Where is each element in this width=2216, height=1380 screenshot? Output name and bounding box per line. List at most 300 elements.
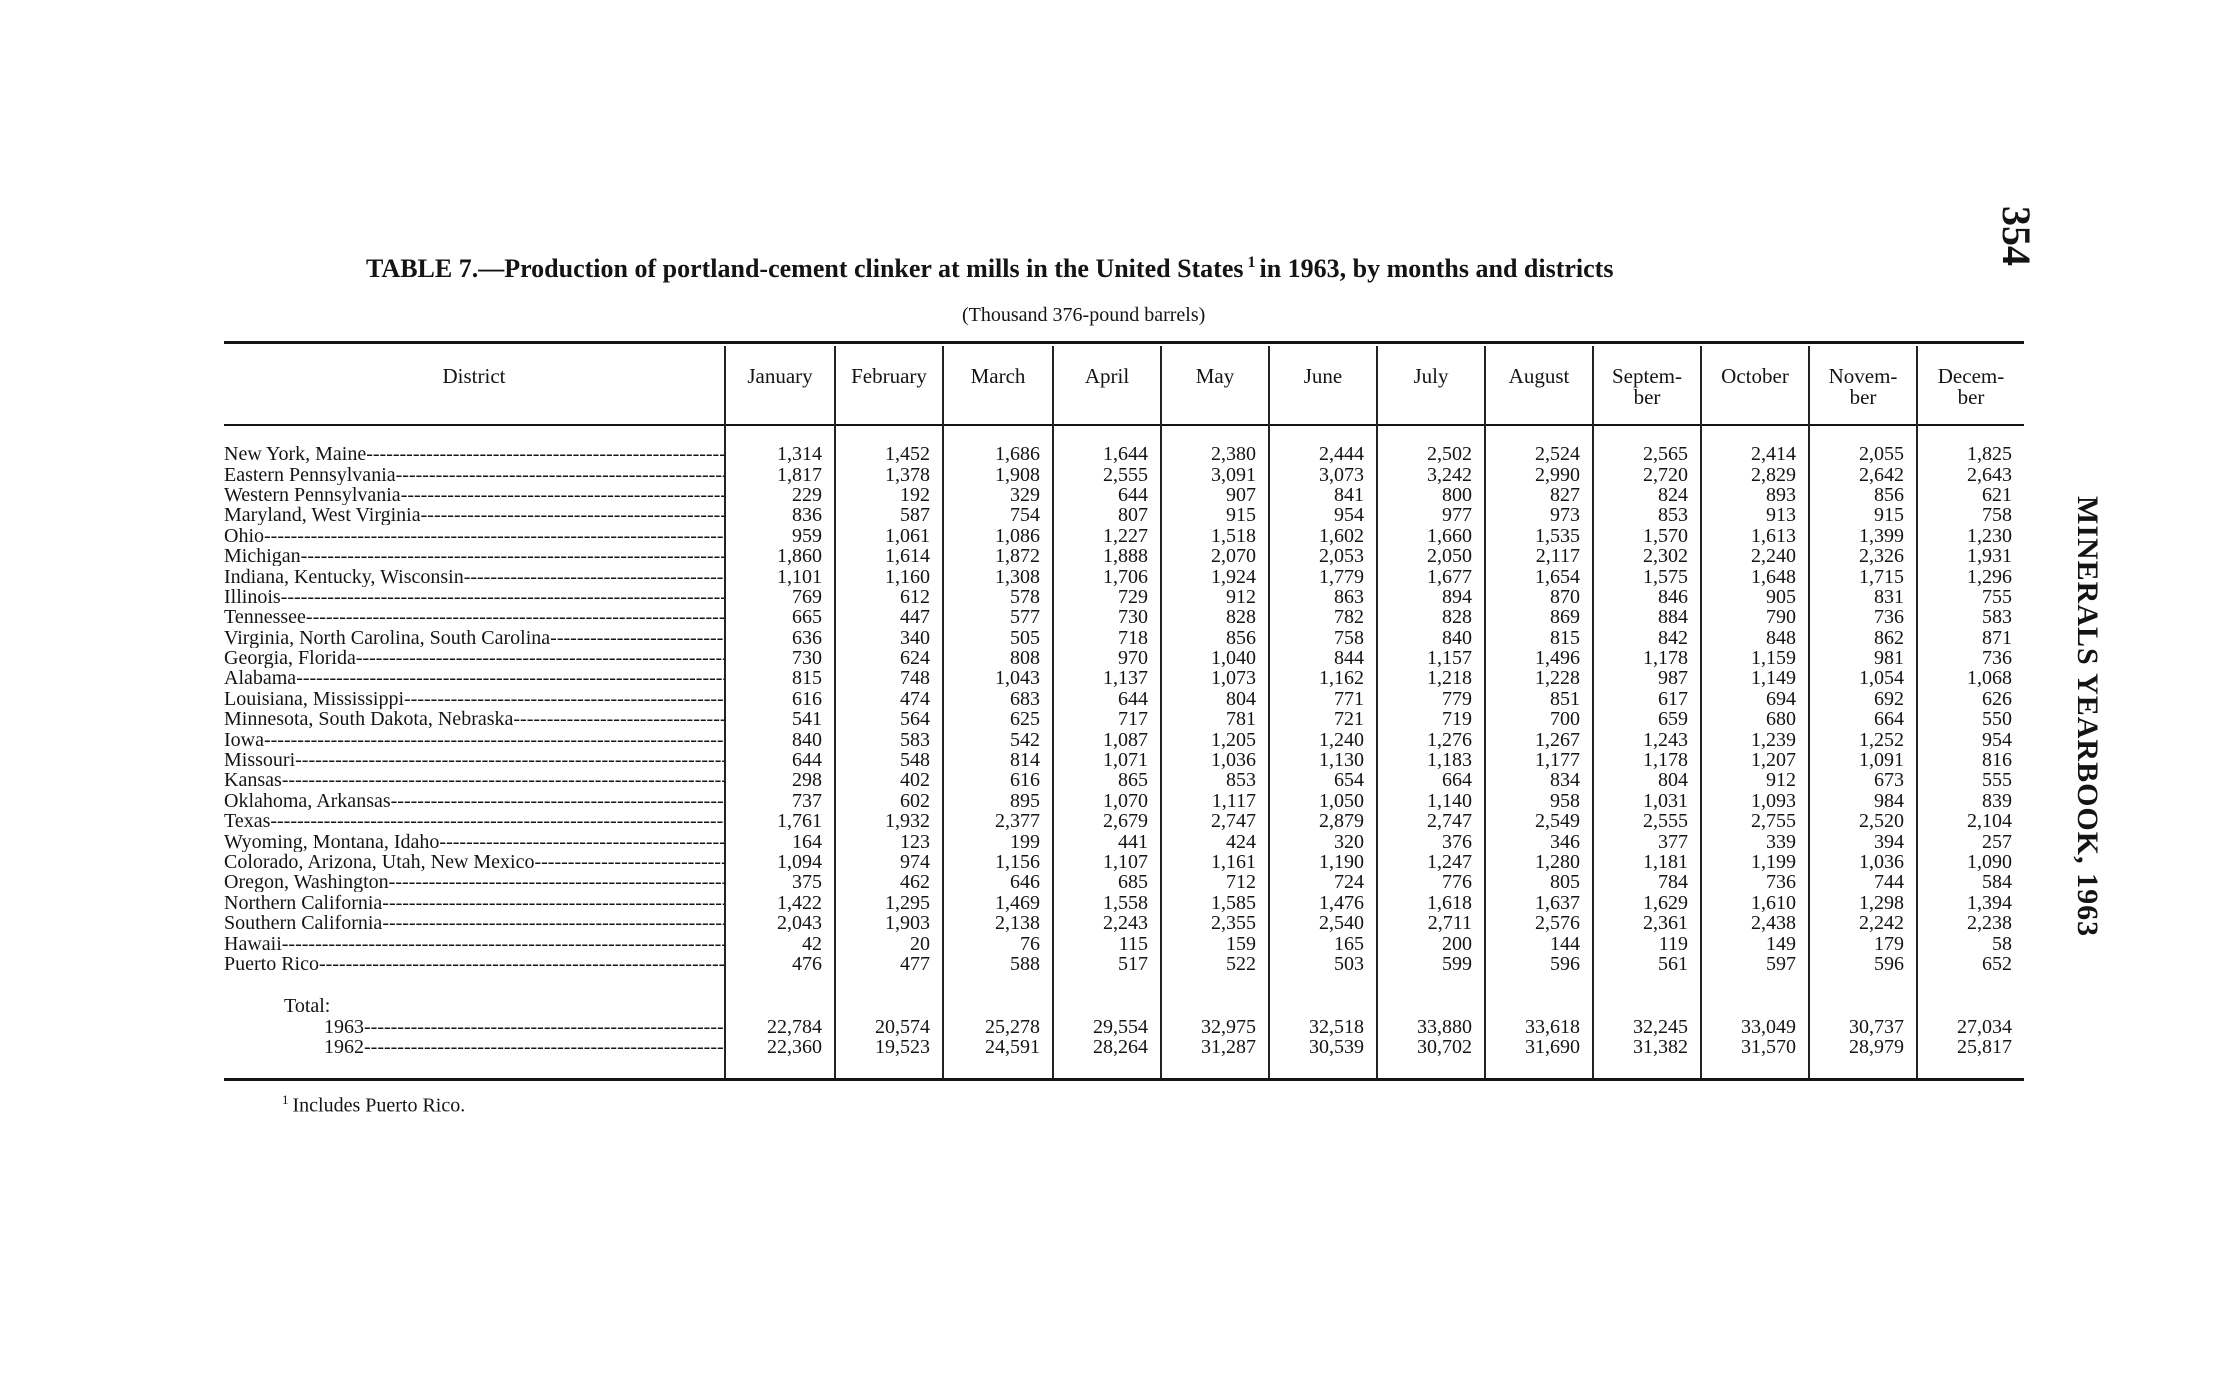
table-cell: 42 <box>802 932 822 955</box>
table-cell: 1,888 <box>1103 545 1148 568</box>
table-cell: 755 <box>1982 585 2012 608</box>
table-title-main: TABLE 7.—Production of portland-cement clinker at mills in the United States <box>366 254 1244 283</box>
table-title <box>366 254 1886 284</box>
table-cell: 893 <box>1766 483 1796 506</box>
table-cell: 981 <box>1874 647 1904 670</box>
table-cell: 827 <box>1550 483 1580 506</box>
table-cell: 724 <box>1334 871 1364 894</box>
table-cell: 1,610 <box>1751 891 1796 914</box>
running-title: MINERALS YEARBOOK, 1963 <box>2071 496 2104 938</box>
table-cell: 2,104 <box>1967 810 2012 833</box>
table-cell: 853 <box>1658 504 1688 527</box>
row-label: Wyoming, Montana, Idaho <box>224 831 440 852</box>
table-cell: 3,091 <box>1211 463 1256 486</box>
table-row <box>224 444 2024 464</box>
table-cell: 1,178 <box>1643 749 1688 772</box>
table-cell: 2,755 <box>1751 810 1796 833</box>
table-cell: 1,476 <box>1319 891 1364 914</box>
table-cell: 831 <box>1874 585 1904 608</box>
table-cell: 375 <box>792 871 822 894</box>
table-cell: 2,242 <box>1859 912 1904 935</box>
table-cell: 2,642 <box>1859 463 1904 486</box>
table-cell: 31,382 <box>1633 1036 1688 1059</box>
header-october: October <box>1721 364 1789 388</box>
table-cell: 1,073 <box>1211 667 1256 690</box>
table-cell: 2,240 <box>1751 545 1796 568</box>
table-cell: 1,061 <box>885 524 930 547</box>
table-cell: 664 <box>1874 708 1904 731</box>
table-cell: 1,903 <box>885 912 930 935</box>
district-cell <box>224 791 724 811</box>
table-cell: 784 <box>1658 871 1688 894</box>
table-cell: 1,280 <box>1535 851 1580 873</box>
row-label: Iowa <box>224 729 264 750</box>
district-cell <box>224 852 724 872</box>
table-cell: 1,160 <box>885 565 930 588</box>
leader-dots <box>389 872 724 892</box>
district-cell <box>224 933 724 953</box>
table-cell: 1,654 <box>1535 565 1580 588</box>
table-cell: 1,156 <box>995 851 1040 873</box>
table-row <box>224 526 2024 546</box>
table-cell: 1,036 <box>1859 851 1904 873</box>
footnote-text: Includes Puerto Rico. <box>292 1094 466 1117</box>
table-cell: 505 <box>1010 626 1040 649</box>
table-cell: 625 <box>1010 708 1040 731</box>
table-cell: 737 <box>792 789 822 812</box>
table-cell: 298 <box>792 769 822 792</box>
table-cell: 2,879 <box>1319 810 1364 833</box>
table-cell: 144 <box>1550 932 1580 955</box>
table-cell: 840 <box>1442 626 1472 649</box>
header-july: July <box>1413 364 1449 388</box>
leader-dots <box>439 832 724 852</box>
table-cell: 588 <box>1010 952 1040 975</box>
table-cell: 2,302 <box>1643 545 1688 568</box>
table-cell: 76 <box>1020 932 1040 955</box>
leader-dots <box>464 567 724 587</box>
table-cell: 58 <box>1992 932 2012 955</box>
row-label: Puerto Rico <box>224 953 319 974</box>
table-cell: 2,990 <box>1535 463 1580 486</box>
row-label: Western Pennsylvania <box>224 484 401 505</box>
table-cell: 32,518 <box>1309 1015 1364 1038</box>
header-rule <box>224 424 2024 426</box>
table-cell: 644 <box>1118 687 1148 710</box>
table-cell: 1,031 <box>1643 789 1688 812</box>
header-june: June <box>1303 364 1343 388</box>
clinker-production-table <box>224 444 2024 1057</box>
table-cell: 1,602 <box>1319 524 1364 547</box>
table-cell: 31,690 <box>1525 1036 1580 1059</box>
table-cell: 2,117 <box>1535 545 1580 568</box>
table-cell: 1,872 <box>995 545 1040 568</box>
table-cell: 644 <box>792 749 822 772</box>
table-row <box>224 872 2024 892</box>
table-cell: 1,036 <box>1211 749 1256 772</box>
table-cell: 1,644 <box>1103 443 1148 466</box>
row-label: Southern California <box>224 913 383 934</box>
table-cell: 1,276 <box>1427 728 1472 751</box>
table-cell: 1,101 <box>777 565 822 588</box>
row-label: Ohio <box>224 525 264 546</box>
table-cell: 165 <box>1334 932 1364 955</box>
table-cell: 718 <box>1118 626 1148 649</box>
table-cell: 2,238 <box>1967 912 2012 935</box>
table-row <box>224 770 2024 790</box>
district-cell <box>224 811 724 831</box>
table-subtitle: (Thousand 376-pound barrels) <box>962 304 1206 326</box>
table-cell: 730 <box>792 647 822 670</box>
table-cell: 2,576 <box>1535 912 1580 935</box>
table-cell: 912 <box>1226 585 1256 608</box>
row-label: Oregon, Washington <box>224 872 389 893</box>
spacer-cell <box>224 974 2024 996</box>
table-cell: 977 <box>1442 504 1472 527</box>
table-cell: 33,049 <box>1741 1015 1796 1038</box>
table-cell: 1,247 <box>1427 851 1472 873</box>
district-cell <box>224 464 724 484</box>
table-cell: 229 <box>792 483 822 506</box>
table-cell: 561 <box>1658 952 1688 975</box>
table-cell: 25,278 <box>985 1015 1040 1038</box>
table-cell: 659 <box>1658 708 1688 731</box>
table-cell: 596 <box>1550 952 1580 975</box>
table-cell: 164 <box>792 830 822 853</box>
table-cell: 564 <box>900 708 930 731</box>
table-cell: 2,414 <box>1751 443 1796 466</box>
header-february: February <box>851 364 927 388</box>
row-label: Minnesota, South Dakota, Nebraska <box>224 709 514 730</box>
table-cell: 2,050 <box>1427 545 1472 568</box>
table-cell: 19,523 <box>875 1036 930 1059</box>
table-cell: 1,107 <box>1103 851 1148 873</box>
table-row <box>224 587 2024 607</box>
table-cell: 602 <box>900 789 930 812</box>
table-cell: 583 <box>1982 606 2012 629</box>
table-cell: 20,574 <box>875 1015 930 1038</box>
table-cell: 1,761 <box>777 810 822 833</box>
table-cell: 27,034 <box>1957 1015 2012 1038</box>
table-cell: 31,570 <box>1741 1036 1796 1059</box>
table-cell: 856 <box>1874 483 1904 506</box>
total-row <box>224 1017 2024 1037</box>
district-cell <box>224 913 724 933</box>
table-cell: 1,296 <box>1967 565 2012 588</box>
table-cell: 1,091 <box>1859 749 1904 772</box>
header-may: May <box>1195 364 1235 388</box>
table-cell: 959 <box>792 524 822 547</box>
table-cell: 700 <box>1550 708 1580 731</box>
header-august: August <box>1508 364 1570 388</box>
table-cell: 550 <box>1982 708 2012 731</box>
table-cell: 846 <box>1658 585 1688 608</box>
table-cell: 1,570 <box>1643 524 1688 547</box>
header-september: Septem- ber <box>1612 364 1682 409</box>
table-row <box>224 750 2024 770</box>
table-cell: 192 <box>900 483 930 506</box>
table-cell: 729 <box>1118 585 1148 608</box>
row-label: Colorado, Arizona, Utah, New Mexico <box>224 852 535 872</box>
table-cell: 744 <box>1874 871 1904 894</box>
table-cell: 692 <box>1874 687 1904 710</box>
table-cell: 1,614 <box>885 545 930 568</box>
table-row <box>224 709 2024 729</box>
table-cell: 1,140 <box>1427 789 1472 812</box>
table-cell: 844 <box>1334 647 1364 670</box>
district-cell <box>224 546 724 566</box>
table-cell: 1,558 <box>1103 891 1148 914</box>
table-cell: 33,880 <box>1417 1015 1472 1038</box>
table-cell: 1,613 <box>1751 524 1796 547</box>
table-cell: 673 <box>1874 769 1904 792</box>
total-year-cell <box>224 1017 724 1037</box>
table-cell: 1,068 <box>1967 667 2012 690</box>
table-row <box>224 852 2024 872</box>
table-cell: 1,314 <box>777 443 822 466</box>
district-cell <box>224 607 724 627</box>
table-cell: 22,784 <box>767 1015 822 1038</box>
leader-dots <box>404 689 724 709</box>
row-label: Georgia, Florida <box>224 648 356 669</box>
table-cell: 612 <box>900 585 930 608</box>
table-cell: 2,711 <box>1427 912 1472 935</box>
leader-dots <box>382 893 724 913</box>
table-cell: 912 <box>1766 769 1796 792</box>
table-cell: 958 <box>1550 789 1580 812</box>
table-cell: 2,361 <box>1643 912 1688 935</box>
table-cell: 377 <box>1658 830 1688 853</box>
table-cell: 1,779 <box>1319 565 1364 588</box>
table-cell: 754 <box>1010 504 1040 527</box>
table-cell: 748 <box>900 667 930 690</box>
table-cell: 474 <box>900 687 930 710</box>
bottom-rule <box>224 1078 2024 1081</box>
table-cell: 578 <box>1010 585 1040 608</box>
table-cell: 815 <box>792 667 822 690</box>
table-cell: 2,043 <box>777 912 822 935</box>
table-cell: 587 <box>900 504 930 527</box>
table-cell: 839 <box>1982 789 2012 812</box>
table-cell: 22,360 <box>767 1036 822 1059</box>
table-cell: 20 <box>910 932 930 955</box>
table-cell: 617 <box>1658 687 1688 710</box>
table-cell: 1,093 <box>1751 789 1796 812</box>
table-cell: 834 <box>1550 769 1580 792</box>
table-row <box>224 831 2024 851</box>
table-row <box>224 464 2024 484</box>
table-cell: 824 <box>1658 483 1688 506</box>
table-cell: 2,565 <box>1643 443 1688 466</box>
table-cell: 2,524 <box>1535 443 1580 466</box>
table-cell: 329 <box>1010 483 1040 506</box>
table-cell: 913 <box>1766 504 1796 527</box>
table-cell: 2,555 <box>1103 463 1148 486</box>
table-cell: 1,227 <box>1103 524 1148 547</box>
table-cell: 779 <box>1442 687 1472 710</box>
table-cell: 717 <box>1118 708 1148 731</box>
table-cell: 1,207 <box>1751 749 1796 772</box>
district-cell <box>224 485 724 505</box>
table-cell: 848 <box>1766 626 1796 649</box>
table-cell: 736 <box>1766 871 1796 894</box>
district-cell <box>224 954 724 974</box>
table-cell: 555 <box>1982 769 2012 792</box>
row-label: Illinois <box>224 586 281 607</box>
table-cell: 1,298 <box>1859 891 1904 914</box>
table-cell: 1,924 <box>1211 565 1256 588</box>
table-cell: 828 <box>1226 606 1256 629</box>
table-cell: 862 <box>1874 626 1904 649</box>
table-cell: 1,130 <box>1319 749 1364 772</box>
district-cell <box>224 709 724 729</box>
table-cell: 199 <box>1010 830 1040 853</box>
district-cell <box>224 770 724 790</box>
table-cell: 624 <box>900 647 930 670</box>
table-row <box>224 791 2024 811</box>
table-cell: 954 <box>1982 728 2012 751</box>
table-cell: 712 <box>1226 871 1256 894</box>
district-cell <box>224 505 724 525</box>
table-cell: 865 <box>1118 769 1148 792</box>
leader-dots <box>534 852 724 872</box>
table-cell: 683 <box>1010 687 1040 710</box>
table-cell: 1,378 <box>885 463 930 486</box>
table-cell: 1,117 <box>1211 789 1256 812</box>
row-label: Tennessee <box>224 607 306 628</box>
table-cell: 736 <box>1982 647 2012 670</box>
table-cell: 1,240 <box>1319 728 1364 751</box>
table-cell: 424 <box>1226 830 1256 853</box>
table-cell: 987 <box>1658 667 1688 690</box>
leader-dots <box>282 934 724 954</box>
table-cell: 816 <box>1982 749 2012 772</box>
district-cell <box>224 566 724 586</box>
table-cell: 616 <box>1010 769 1040 792</box>
table-cell: 1,618 <box>1427 891 1472 914</box>
leader-dots <box>264 730 724 750</box>
district-cell <box>224 729 724 749</box>
table-cell: 32,975 <box>1201 1015 1256 1038</box>
table-cell: 2,243 <box>1103 912 1148 935</box>
table-cell: 2,355 <box>1211 912 1256 935</box>
table-cell: 1,629 <box>1643 891 1688 914</box>
table-cell: 1,932 <box>885 810 930 833</box>
table-cell: 616 <box>792 687 822 710</box>
table-cell: 1,860 <box>777 545 822 568</box>
table-cell: 28,979 <box>1849 1036 1904 1059</box>
leader-dots <box>364 1037 724 1057</box>
table-cell: 2,380 <box>1211 443 1256 466</box>
table-cell: 599 <box>1442 952 1472 975</box>
table-cell: 815 <box>1550 626 1580 649</box>
table-cell: 30,539 <box>1309 1036 1364 1059</box>
table-row <box>224 954 2024 974</box>
table-cell: 577 <box>1010 606 1040 629</box>
table-cell: 769 <box>792 585 822 608</box>
total-label-row <box>224 996 2024 1016</box>
table-cell: 842 <box>1658 626 1688 649</box>
table-cell: 1,931 <box>1967 545 2012 568</box>
table-row <box>224 893 2024 913</box>
row-label: Eastern Pennsylvania <box>224 464 396 485</box>
table-cell: 1,181 <box>1643 851 1688 873</box>
table-cell: 1,162 <box>1319 667 1364 690</box>
table-cell: 2,520 <box>1859 810 1904 833</box>
table-cell: 462 <box>900 871 930 894</box>
table-cell: 1,157 <box>1427 647 1472 670</box>
table-cell: 257 <box>1982 830 2012 853</box>
table-cell: 1,161 <box>1211 851 1256 873</box>
table-cell: 828 <box>1442 606 1472 629</box>
table-cell: 1,094 <box>777 851 822 873</box>
table-cell: 1,177 <box>1535 749 1580 772</box>
table-cell: 973 <box>1550 504 1580 527</box>
leader-dots <box>270 811 724 831</box>
table-cell: 3,242 <box>1427 463 1472 486</box>
table-cell: 1,183 <box>1427 749 1472 772</box>
table-cell: 2,444 <box>1319 443 1364 466</box>
table-cell: 626 <box>1982 687 2012 710</box>
leader-dots <box>550 628 724 648</box>
row-label: Texas <box>224 811 271 832</box>
leader-dots <box>295 750 724 770</box>
table-cell: 1,686 <box>995 443 1040 466</box>
table-cell: 719 <box>1442 708 1472 731</box>
district-cell <box>224 893 724 913</box>
total-year-cell <box>224 1037 724 1057</box>
table-cell: 895 <box>1010 789 1040 812</box>
leader-dots <box>364 1017 724 1037</box>
table-cell: 517 <box>1118 952 1148 975</box>
table-cell: 30,737 <box>1849 1015 1904 1038</box>
table-cell: 1,399 <box>1859 524 1904 547</box>
header-april: April <box>1084 364 1130 388</box>
table-cell: 840 <box>792 728 822 751</box>
table-cell: 346 <box>1550 830 1580 853</box>
table-cell: 1,575 <box>1643 565 1688 588</box>
district-cell <box>224 750 724 770</box>
table-cell: 2,138 <box>995 912 1040 935</box>
table-cell: 776 <box>1442 871 1472 894</box>
header-november: Novem- ber <box>1828 364 1898 409</box>
table-cell: 2,377 <box>995 810 1040 833</box>
table-cell: 680 <box>1766 708 1796 731</box>
leader-dots <box>296 668 724 688</box>
table-cell: 1,825 <box>1967 443 2012 466</box>
row-label: 1963 <box>324 1016 364 1037</box>
table-row <box>224 607 2024 627</box>
table-row <box>224 505 2024 525</box>
top-rule <box>224 341 2024 344</box>
title-footnote-mark: 1 <box>1247 254 1256 272</box>
table-title-tail: in 1963, by months and districts <box>1259 254 1614 283</box>
table-cell: 841 <box>1334 483 1364 506</box>
table-cell: 954 <box>1334 504 1364 527</box>
table-cell: 476 <box>792 952 822 975</box>
table-cell: 29,554 <box>1093 1015 1148 1038</box>
table-cell: 814 <box>1010 749 1040 772</box>
district-cell <box>224 648 724 668</box>
header-december: Decem- ber <box>1937 364 2005 409</box>
table-cell: 907 <box>1226 483 1256 506</box>
table-cell: 974 <box>900 851 930 873</box>
table-cell: 477 <box>900 952 930 975</box>
page-number: 354 <box>1994 206 2039 266</box>
district-cell <box>224 628 724 648</box>
table-cell: 376 <box>1442 830 1472 853</box>
table-cell: 30,702 <box>1417 1036 1472 1059</box>
